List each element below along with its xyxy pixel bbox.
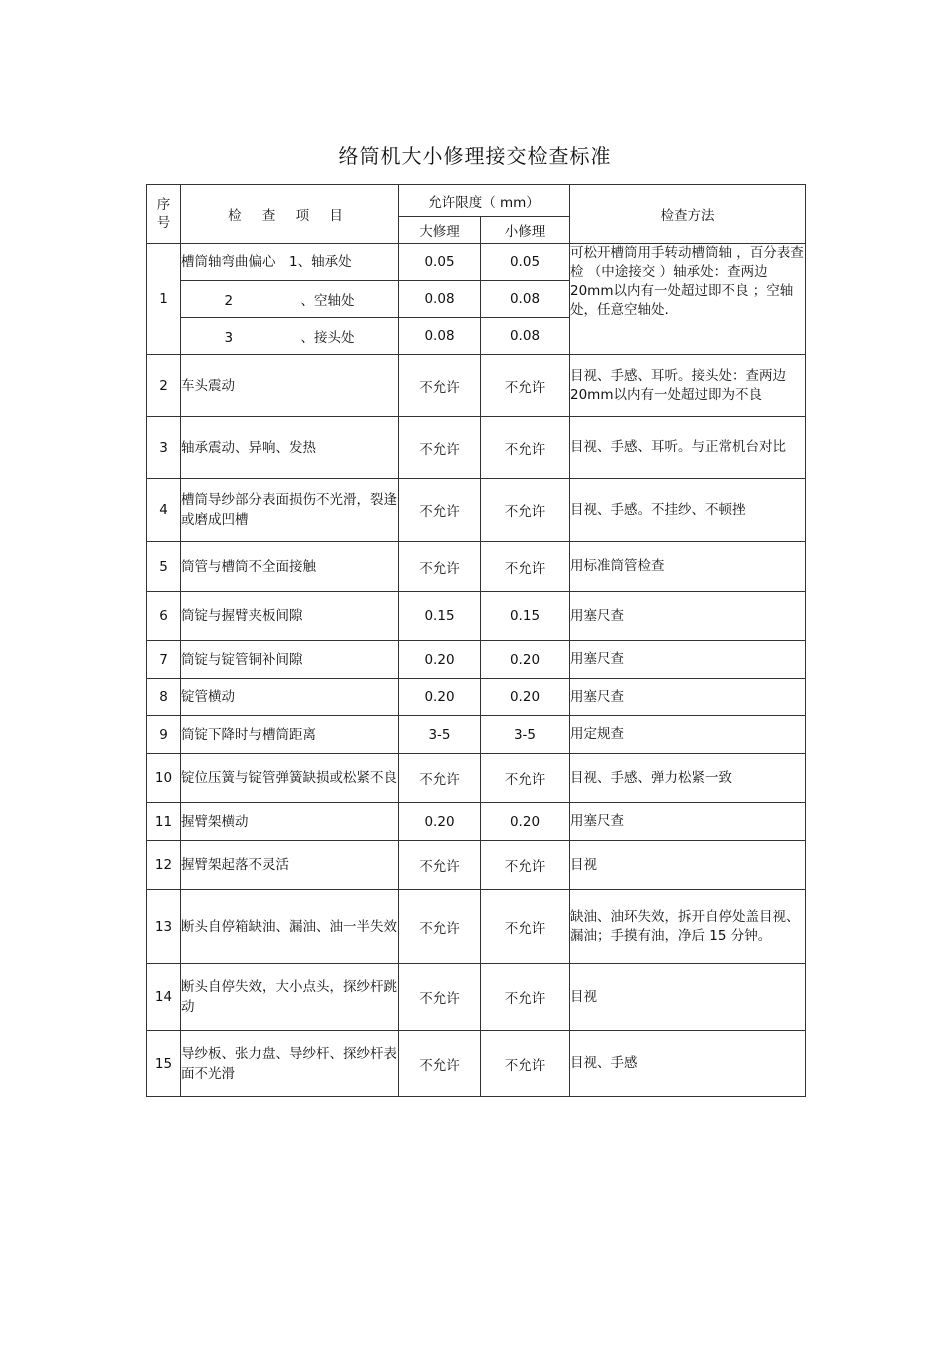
row-major: 不允许: [399, 1031, 481, 1097]
row-item: 轴承震动、异响、发热: [181, 417, 399, 479]
table-row: [147, 964, 806, 1031]
row-method: 目视: [570, 841, 806, 890]
header-minor: 小修理: [481, 217, 570, 244]
row-minor: 不允许: [481, 890, 570, 964]
row-no: 12: [147, 841, 181, 890]
row-minor: 0.05: [481, 244, 570, 281]
row-no: 5: [147, 542, 181, 592]
table-row: [147, 803, 806, 841]
header-no: [147, 185, 181, 244]
table-row: [147, 1031, 806, 1097]
row-major: 0.05: [399, 244, 481, 281]
row-item: 筒锭与锭管铜补间隙: [181, 641, 399, 679]
table-row: [147, 542, 806, 592]
table-row: [147, 244, 806, 281]
row-method: 目视: [570, 964, 806, 1031]
row-minor: 不允许: [481, 964, 570, 1031]
row-minor: 不允许: [481, 841, 570, 890]
row-major: 不允许: [399, 754, 481, 803]
header-item: [181, 185, 399, 244]
row-item: 锭管横动: [181, 679, 399, 716]
row-item: 槽筒轴弯曲偏心 1、轴承处: [181, 244, 399, 281]
row-item: 筒管与槽筒不全面接触: [181, 542, 399, 592]
table-row: [147, 841, 806, 890]
row-minor: 0.20: [481, 641, 570, 679]
row-item: 2 、空轴处: [181, 281, 399, 318]
row-minor: 0.08: [481, 281, 570, 318]
row-method: 用塞尺查: [570, 592, 806, 641]
row-major: 不允许: [399, 417, 481, 479]
row-method: 缺油、油环失效，拆开自停处盖目视、漏油；手摸有油，净后 15 分钟。: [570, 890, 806, 964]
row-method: 可松开槽筒用手转动槽筒轴 ，百分表查检 （中途接交 ）轴承处：查两边 20mm以内有一处超过即不良 ；空轴处，任意空轴处.: [570, 244, 806, 355]
row-item: 握臂架横动: [181, 803, 399, 841]
row-major: 0.20: [399, 679, 481, 716]
row-item: 断头自停失效，大小点头，探纱杆跳动: [181, 964, 399, 1031]
row-major: 0.15: [399, 592, 481, 641]
row-no: 13: [147, 890, 181, 964]
row-no: 15: [147, 1031, 181, 1097]
row-minor: 不允许: [481, 417, 570, 479]
header-tolerance: 允许限度（ mm）: [399, 185, 570, 217]
row-minor: 0.08: [481, 318, 570, 355]
table-row: [147, 641, 806, 679]
table-row: [147, 417, 806, 479]
row-minor: 不允许: [481, 754, 570, 803]
row-minor: 不允许: [481, 1031, 570, 1097]
row-method: 用标准筒管检查: [570, 542, 806, 592]
table-row: [147, 716, 806, 754]
row-method: 目视、手感: [570, 1031, 806, 1097]
header-item-label: 检 查 项 目: [228, 208, 351, 224]
row-item: 锭位压簧与锭管弹簧缺损或松紧不良: [181, 754, 399, 803]
row-minor: 0.20: [481, 679, 570, 716]
header-major: 大修理: [399, 217, 481, 244]
header-no-label: 序号: [156, 197, 171, 231]
row-no: 7: [147, 641, 181, 679]
row-major: 0.20: [399, 803, 481, 841]
row-minor: 不允许: [481, 479, 570, 542]
row-item: 槽筒导纱部分表面损伤不光滑，裂逢或磨成凹槽: [181, 479, 399, 542]
table-row: [147, 592, 806, 641]
row-method: 目视、手感、耳听。与正常机台对比: [570, 417, 806, 479]
row-major: 不允许: [399, 964, 481, 1031]
row-method: 用塞尺查: [570, 803, 806, 841]
row-minor: 不允许: [481, 542, 570, 592]
row-minor: 0.15: [481, 592, 570, 641]
row-method: 目视、手感。不挂纱、不顿挫: [570, 479, 806, 542]
row-method: 目视、手感、弹力松紧一致: [570, 754, 806, 803]
row-item: 断头自停箱缺油、漏油、油一半失效: [181, 890, 399, 964]
header-method: 检查方法: [570, 185, 806, 244]
row-major: 不允许: [399, 841, 481, 890]
row-no: 9: [147, 716, 181, 754]
inspection-standard-table: [146, 184, 806, 1097]
row-no: 14: [147, 964, 181, 1031]
table-row: [147, 355, 806, 417]
row-item: 筒锭与握臂夹板间隙: [181, 592, 399, 641]
row-major: 3-5: [399, 716, 481, 754]
table-row: [147, 479, 806, 542]
table-row: [147, 754, 806, 803]
row-no: 11: [147, 803, 181, 841]
table-row: [147, 679, 806, 716]
row-no: 4: [147, 479, 181, 542]
row-major: 0.20: [399, 641, 481, 679]
row-method: 用塞尺查: [570, 641, 806, 679]
row-major: 不允许: [399, 479, 481, 542]
table-row: [147, 890, 806, 964]
row-item: 握臂架起落不灵活: [181, 841, 399, 890]
row-no: 3: [147, 417, 181, 479]
row-item: 筒锭下降时与槽筒距离: [181, 716, 399, 754]
row-major: 0.08: [399, 281, 481, 318]
row-no: 2: [147, 355, 181, 417]
page-title: 络筒机大小修理接交检查标准: [338, 144, 612, 168]
row-minor: 3-5: [481, 716, 570, 754]
row-item: 导纱板、张力盘、导纱杆、探纱杆表面不光滑: [181, 1031, 399, 1097]
row-major: 不允许: [399, 890, 481, 964]
row-no: 1: [147, 244, 181, 355]
row-method: 用塞尺查: [570, 679, 806, 716]
row-method: 目视、手感、耳听。接头处：查两边 20mm以内有一处超过即为不良: [570, 355, 806, 417]
row-item: 3 、接头处: [181, 318, 399, 355]
row-method: 用定规查: [570, 716, 806, 754]
row-minor: 不允许: [481, 355, 570, 417]
row-no: 6: [147, 592, 181, 641]
row-minor: 0.20: [481, 803, 570, 841]
row-no: 8: [147, 679, 181, 716]
row-major: 0.08: [399, 318, 481, 355]
table-body: [147, 355, 806, 1097]
row-no: 10: [147, 754, 181, 803]
row-major: 不允许: [399, 542, 481, 592]
row-item: 车头震动: [181, 355, 399, 417]
header-row-1: [147, 185, 806, 217]
row-major: 不允许: [399, 355, 481, 417]
